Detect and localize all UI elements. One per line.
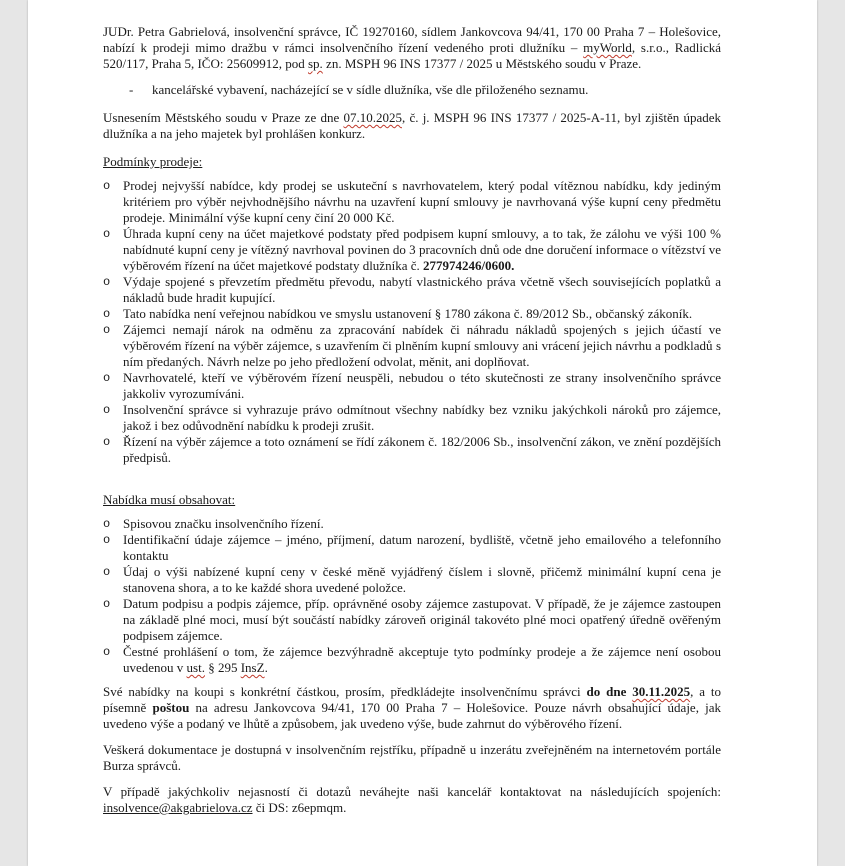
spellcheck-word: InsZ: [240, 660, 265, 675]
offer-requirements-heading: Nabídka musí obsahovat:: [103, 492, 236, 507]
conditions-heading: Podmínky prodeje:: [103, 154, 203, 169]
list-item: o Tato nabídka není veřejnou nabídkou ve smyslu ustanovení § 1780 zákona č. 89/2012 Sb., občanský zákoník.: [103, 306, 693, 321]
deadline-date: 30.11.2025: [632, 684, 691, 699]
list-item: o Výdaje spojené s převzetím předmětu převodu, nabytí vlastnického práva včetně všech souvisejících poplatků a nákladů bude hradit kupující.: [103, 274, 721, 305]
spellcheck-word: ust.: [186, 660, 205, 675]
list-item: o Spisovou značku insolvenčního řízení.: [103, 516, 324, 531]
list-item: o Zájemci nemají nárok na odměnu za zpracování nabídek či náhradu nákladů spojených s jejich účastí ve výběrovém řízení na výběr zájemce, s uzavřením či plněním kupní smlouvy ani vrácení jejich návrhu a podkladů s ním předaných. Návrh nelze po jeho předložení odvolat, měnit, ani doplňovat.: [103, 322, 721, 369]
list-item: o Údaj o výši nabízené kupní ceny v české měně vyjádřený číslem i slovně, přičemž minimální kupní cena je stanovena shora, a to ke každé shora uvedené položce.: [103, 564, 721, 595]
document-page: [28, 0, 817, 866]
conditions-list: [103, 178, 721, 466]
email-link[interactable]: insolvence@akgabrielova.cz: [103, 800, 253, 815]
court-resolution-paragraph: Usnesením Městského soudu v Praze ze dne 07.10.2025, č. j. MSPH 96 INS 17377 / 2025-A-11, byl zjištěn úpadek dlužníka a na jeho majetek byl prohlášen konkurz.: [103, 110, 722, 141]
offered-item: [103, 82, 721, 98]
offer-requirements-list: [103, 516, 721, 676]
list-item: o Prodej nejvyšší nabídce, kdy prodej se uskuteční s navrhovatelem, který podal vítěznou nabídku, kdy jediným kritériem pro výběr nejvhodnějšího návrhu na uzavření kupní smlouvy je navrhovaná výše kupní ceny předmětu prodeje. Minimální výše kupní ceny činí 20 000 Kč.: [103, 178, 721, 225]
list-item: o Datum podpisu a podpis zájemce, příp. oprávněné osoby zájemce zastupovat. V případě, že je zájemce zastoupen na základě plné moci, musí být součástí nabídky zároveň originál takovéto plné moci opatřený úředně ověřeným podpisem zájemce.: [103, 596, 721, 643]
contact-paragraph: V případě jakýchkoliv nejasností či dotazů neváhejte naši kancelář kontaktovat na následujících spojeních: insolvence@akgabrielova.cz či DS: z6epmqm.: [103, 784, 721, 815]
list-item: o Identifikační údaje zájemce – jméno, příjmení, datum narození, bydliště, včetně jeho emailového a telefonního kontaktu: [103, 532, 721, 563]
account-number: 277974246/0600.: [422, 258, 515, 273]
offered-item-text: kancelářské vybavení, nacházející se v sídle dlužníka, vše dle přiloženého seznamu.: [152, 82, 589, 97]
dash-marker: -: [129, 82, 134, 97]
documentation-paragraph: Veškerá dokumentace je dostupná v insolvenčním rejstříku, případně u inzerátu zveřejněném na internetovém portále Burza správců.: [103, 742, 721, 773]
list-item: o Řízení na výběr zájemce a toto oznámení se řídí zákonem č. 182/2006 Sb., insolvenční zákon, ve znění pozdějších předpisů.: [103, 434, 721, 465]
intro-paragraph: JUDr. Petra Gabrielová, insolvenční správce, IČ 19270160, sídlem Jankovcova 94/41, 170 00 Praha 7 – Holešovice, nabízí k prodeji mimo dražbu v rámci insolvenčního řízení vedeného proti dlužníku – myWorld, s.r.o., Radlická 520/117, Praha 5, IČO: 25609912, pod sp. zn. MSPH 96 INS 17377 / 2025 u Městského soudu v Praze.: [103, 24, 721, 71]
spellcheck-word: 07.10.2025: [343, 110, 402, 125]
submission-paragraph: Své nabídky na koupi s konkrétní částkou, prosím, předkládejte insolvenčnímu správci do dne 30.11.2025, a to písemně poštou na adresu Jankovcova 94/41, 170 00 Praha 7 – Holešovice. Pouze návrh obsahující údaje, jak uvedeno výše a podaný ve lhůtě a způsobem, jak uvedeno výše, bude zahrnut do výběrového řízení.: [103, 684, 721, 731]
list-item: o Čestné prohlášení o tom, že zájemce bezvýhradně akceptuje tyto podmínky prodeje a že zájemce není osobou uvedenou v ust. § 295 InsZ.: [103, 644, 721, 675]
spellcheck-word: sp.: [307, 56, 323, 71]
document-body: [103, 24, 721, 816]
list-item: o Navrhovatelé, kteří ve výběrovém řízení neuspěli, nebudou o této skutečnosti ze strany insolvenčního správce jakkoliv vyrozumíváni.: [103, 370, 721, 401]
list-item: o Úhrada kupní ceny na účet majetkové podstaty před podpisem kupní smlouvy, a to tak, že zálohu ve výši 100 % nabídnuté kupní ceny je vítězný navrhoval povinen do 3 pracovních dnů ode dne doručení informace o vítězství ve výběrovém řízení na účet majetkové podstaty dlužníka č. 277974246/0600.: [103, 226, 721, 273]
list-item: o Insolvenční správce si vyhrazuje právo odmítnout všechny nabídky bez vzniku jakýchkoli nároků pro zájemce, jakož i bez odůvodnění nabídku k prodeji zrušit.: [103, 402, 721, 433]
spellcheck-word: myWorld: [583, 40, 632, 55]
